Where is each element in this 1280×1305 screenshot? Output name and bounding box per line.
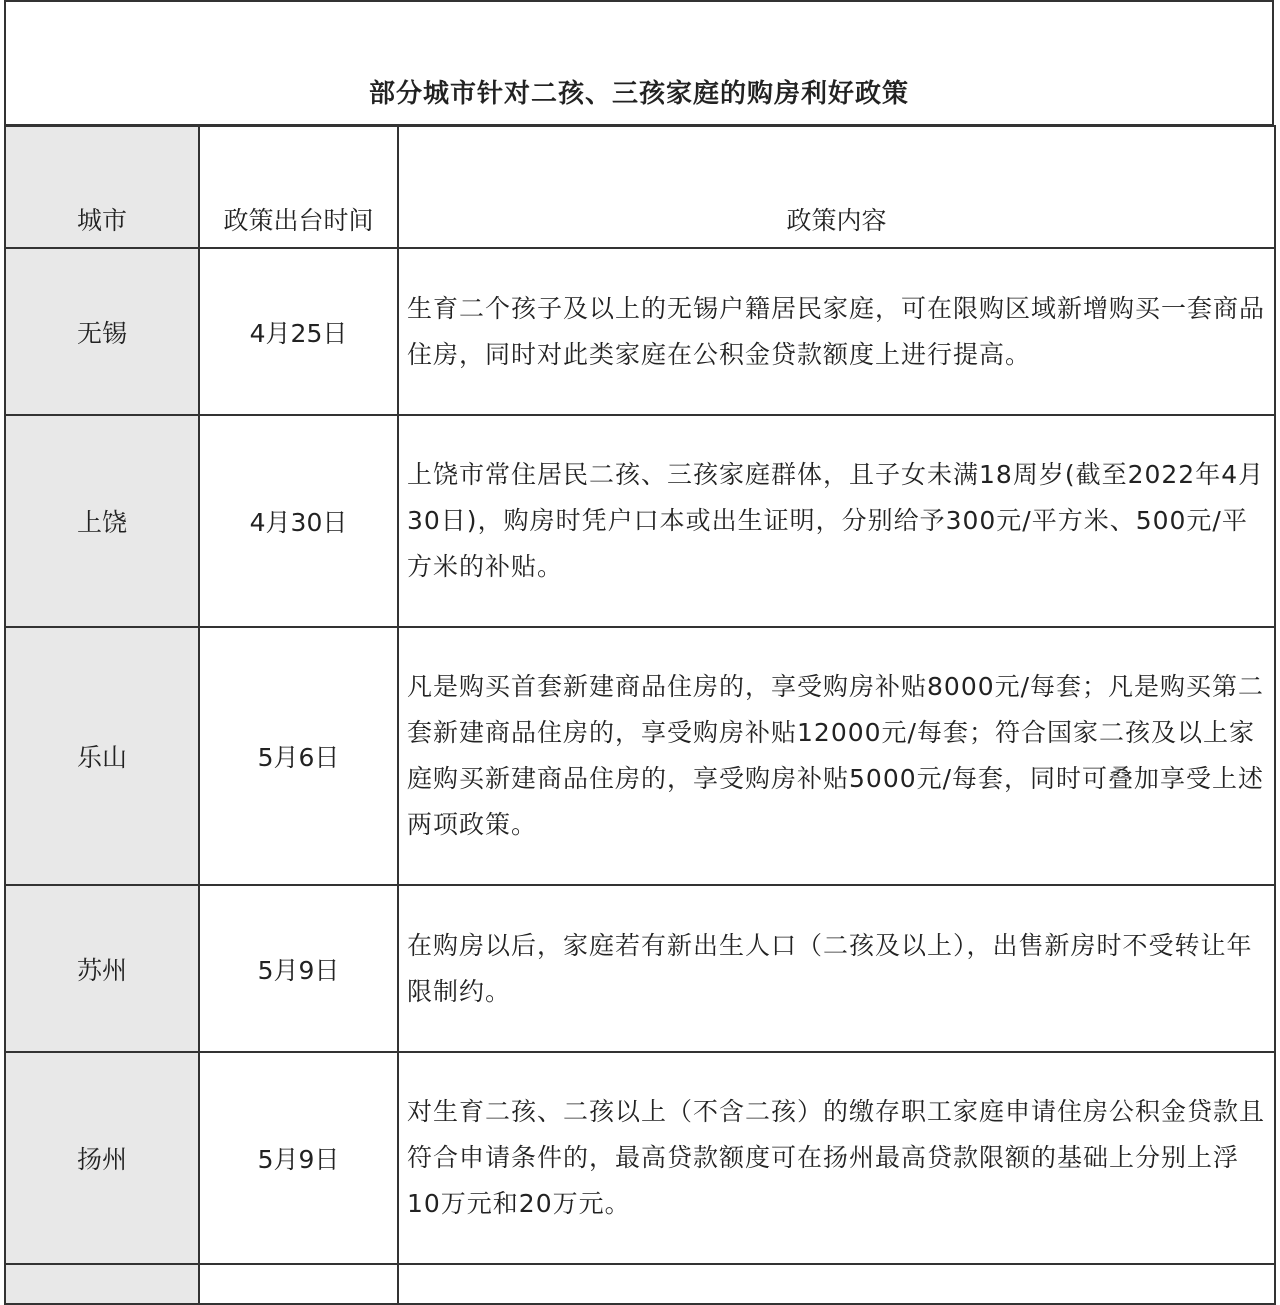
row-city: 扬州	[5, 1052, 199, 1264]
row-content: 凡是购买首套新建商品住房的，享受购房补贴8000元/每套；凡是购买第二套新建商品住房的，享受购房补贴12000元/每套；符合国家二孩及以上家庭购买新建商品住房的，享受购房补贴5000元/每套，同时可叠加享受上述两项政策。	[398, 627, 1275, 885]
row-content: 生育二个孩子及以上的无锡户籍居民家庭，可在限购区域新增购买一套商品住房，同时对此类家庭在公积金贷款额度上进行提高。	[398, 248, 1275, 415]
row-date-partial	[199, 1264, 398, 1304]
header-date: 政策出台时间	[199, 126, 398, 248]
header-row	[5, 126, 1275, 248]
header-content: 政策内容	[398, 126, 1275, 248]
row-date: 4月30日	[199, 415, 398, 627]
row-city: 苏州	[5, 885, 199, 1052]
policy-table	[4, 125, 1276, 1305]
table-row	[5, 415, 1275, 627]
row-city-partial	[5, 1264, 199, 1304]
row-date: 5月9日	[199, 885, 398, 1052]
row-content: 对生育二孩、二孩以上（不含二孩）的缴存职工家庭申请住房公积金贷款且符合申请条件的，最高贷款额度可在扬州最高贷款限额的基础上分别上浮10万元和20万元。	[398, 1052, 1275, 1264]
table-row-partial	[5, 1264, 1275, 1304]
table-row	[5, 627, 1275, 885]
table-title-row	[4, 0, 1274, 126]
row-content: 在购房以后，家庭若有新出生人口（二孩及以上），出售新房时不受转让年限制约。	[398, 885, 1275, 1052]
row-date: 5月6日	[199, 627, 398, 885]
row-date: 5月9日	[199, 1052, 398, 1264]
row-content-partial	[398, 1264, 1275, 1304]
row-city: 无锡	[5, 248, 199, 415]
table-title: 部分城市针对二孩、三孩家庭的购房利好政策	[368, 79, 909, 109]
row-content: 上饶市常住居民二孩、三孩家庭群体，且子女未满18周岁(截至2022年4月30日)，购房时凭户口本或出生证明，分别给予300元/平方米、500元/平方米的补贴。	[398, 415, 1275, 627]
row-city: 乐山	[5, 627, 199, 885]
header-city: 城市	[5, 126, 199, 248]
table-row	[5, 1052, 1275, 1264]
row-date: 4月25日	[199, 248, 398, 415]
table-row	[5, 248, 1275, 415]
table-row	[5, 885, 1275, 1052]
row-city: 上饶	[5, 415, 199, 627]
